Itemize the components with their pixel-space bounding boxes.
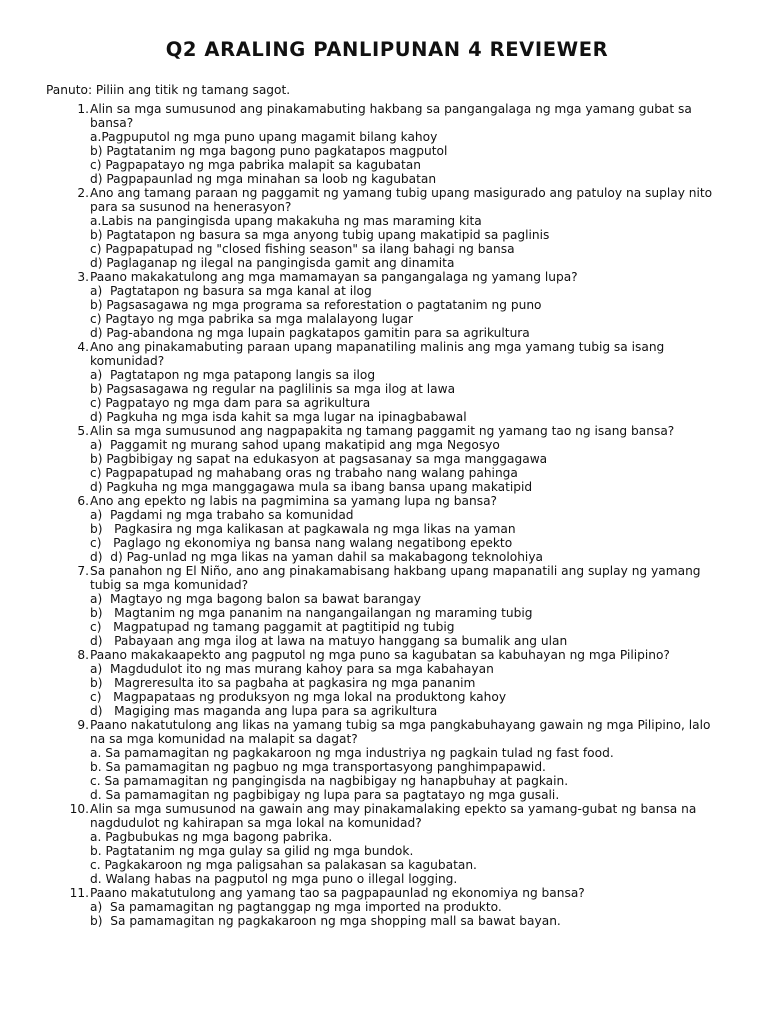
answer-choice: b) Pagsasagawa ng mga programa sa reforestation o pagtatanim ng puno: [90, 298, 542, 312]
answer-choice: a. Sa pamamagitan ng pagkakaroon ng mga industriya ng pagkain tulad ng fast food.: [90, 746, 614, 760]
question-body: [90, 802, 728, 886]
question-item: [46, 424, 728, 494]
answer-choice: d) Pagpapaunlad ng mga minahan sa loob ng kagubatan: [90, 172, 437, 186]
instructions-text: Panuto: Piliin ang titik ng tamang sagot.: [46, 83, 291, 97]
question-item: [46, 186, 728, 270]
question-item: [46, 102, 728, 186]
question-text: Alin sa mga sumusunod na gawain ang may pinakamalaking epekto sa yamang-gubat ng bansa na nagdudulot ng kahirapan sa mga lokal na komunidad?: [90, 802, 697, 830]
question-text: Ano ang pinakamabuting paraan upang mapanatiling malinis ang mga yamang tubig sa isang komunidad?: [90, 340, 665, 368]
answer-choice: c) Pagpapatayo ng mga pabrika malapit sa kagubatan: [90, 158, 421, 172]
answer-choice: b) Sa pamamagitan ng pagkakaroon ng mga shopping mall sa bawat bayan.: [90, 914, 561, 928]
answer-choice: b) Magtanim ng mga pananim na nangangailangan ng maraming tubig: [90, 606, 533, 620]
choice-list: [90, 830, 728, 886]
question-body: [90, 424, 728, 494]
choice-list: [90, 662, 728, 718]
question-text: Paano makatutulong ang yamang tao sa pagpapaunlad ng ekonomiya ng bansa?: [90, 886, 585, 900]
choice-list: [90, 284, 728, 340]
answer-choice: a. Pagbubukas ng mga bagong pabrika.: [90, 830, 333, 844]
question-item: [46, 270, 728, 340]
answer-choice: b) Magreresulta ito sa pagbaha at pagkasira ng mga pananim: [90, 676, 476, 690]
question-number: 9.: [77, 718, 89, 732]
choice-list: [90, 130, 728, 186]
answer-choice: d) Magiging mas maganda ang lupa para sa agrikultura: [90, 704, 438, 718]
question-number: 8.: [77, 648, 89, 662]
answer-choice: a) Paggamit ng murang sahod upang makatipid ang mga Negosyo: [90, 438, 500, 452]
answer-choice: d) Pagkuha ng mga manggagawa mula sa ibang bansa upang makatipid: [90, 480, 533, 494]
answer-choice: c) Magpapataas ng produksyon ng mga lokal na produktong kahoy: [90, 690, 507, 704]
question-text: Sa panahon ng El Niño, ano ang pinakamabisang hakbang upang mapanatili ang suplay ng yamang tubig sa mga komunidad?: [90, 564, 701, 592]
question-item: [46, 340, 728, 424]
question-number: 1.: [77, 102, 89, 116]
answer-choice: d) Pabayaan ang mga ilog at lawa na matuyo hanggang sa bumalik ang ulan: [90, 634, 568, 648]
answer-choice: b. Pagtatanim ng mga gulay sa gilid ng mga bundok.: [90, 844, 414, 858]
answer-choice: b) Pagtatapon ng basura sa mga anyong tubig upang makatipid sa paglinis: [90, 228, 550, 242]
answer-choice: a.Labis na pangingisda upang makakuha ng mas maraming kita: [90, 214, 482, 228]
answer-choice: c) Magpatupad ng tamang paggamit at pagtitipid ng tubig: [90, 620, 455, 634]
answer-choice: c) Pagpatayo ng mga dam para sa agrikultura: [90, 396, 371, 410]
answer-choice: a.Pagpuputol ng mga puno upang magamit bilang kahoy: [90, 130, 438, 144]
answer-choice: d. Walang habas na pagputol ng mga puno o illegal logging.: [90, 872, 458, 886]
answer-choice: a) Magdudulot ito ng mas murang kahoy para sa mga kabahayan: [90, 662, 494, 676]
answer-choice: a) Sa pamamagitan ng pagtanggap ng mga imported na produkto.: [90, 900, 502, 914]
question-number: 4.: [77, 340, 89, 354]
question-item: [46, 802, 728, 886]
answer-choice: a) Pagdami ng mga trabaho sa komunidad: [90, 508, 354, 522]
answer-choice: b. Sa pamamagitan ng pagbuo ng mga transportasyong panghimpapawid.: [90, 760, 546, 774]
question-text: Paano nakatutulong ang likas na yamang tubig sa mga pangkabuhayang gawain ng mga Pilipino, lalo na sa mga komunidad na malapit sa dagat?: [90, 718, 711, 746]
question-body: [90, 340, 728, 424]
answer-choice: c) Pagpapatupad ng mahabang oras ng trabaho nang walang pahinga: [90, 466, 518, 480]
question-number: 7.: [77, 564, 89, 578]
answer-choice: c. Sa pamamagitan ng pangingisda na nagbibigay ng hanapbuhay at pagkain.: [90, 774, 569, 788]
answer-choice: b) Pagtatanim ng mga bagong puno pagkatapos magputol: [90, 144, 448, 158]
question-list: [46, 102, 728, 928]
answer-choice: c) Pagtayo ng mga pabrika sa mga malalayong lugar: [90, 312, 413, 326]
question-body: [90, 886, 728, 928]
choice-list: [90, 900, 728, 928]
question-text: Paano makakaapekto ang pagputol ng mga puno sa kagubatan sa kabuhayan ng mga Pilipino?: [90, 648, 670, 662]
question-text: Ano ang tamang paraan ng paggamit ng yamang tubig upang masigurado ang patuloy na suplay nito para sa susunod na henerasyon?: [90, 186, 713, 214]
answer-choice: b) Pagbibigay ng sapat na edukasyon at pagsasanay sa mga manggagawa: [90, 452, 548, 466]
question-item: [46, 718, 728, 802]
question-item: [46, 494, 728, 564]
question-body: [90, 564, 728, 648]
answer-choice: b) Pagsasagawa ng regular na paglilinis sa mga ilog at lawa: [90, 382, 456, 396]
question-body: [90, 102, 728, 186]
answer-choice: c) Paglago ng ekonomiya ng bansa nang walang negatibong epekto: [90, 536, 513, 550]
page-title: Q2 ARALING PANLIPUNAN 4 REVIEWER: [165, 38, 609, 61]
answer-choice: d) Paglaganap ng ilegal na pangingisda gamit ang dinamita: [90, 256, 455, 270]
question-text: Alin sa mga sumusunod ang nagpapakita ng tamang paggamit ng yamang tao ng isang bansa?: [90, 424, 675, 438]
answer-choice: a) Pagtatapon ng mga patapong langis sa ilog: [90, 368, 376, 382]
answer-choice: a) Pagtatapon ng basura sa mga kanal at ilog: [90, 284, 372, 298]
question-text: Ano ang epekto ng labis na pagmimina sa yamang lupa ng bansa?: [90, 494, 498, 508]
choice-list: [90, 508, 728, 564]
question-body: [90, 648, 728, 718]
question-body: [90, 494, 728, 564]
choice-list: [90, 746, 728, 802]
question-number: 11.: [69, 886, 89, 900]
choice-list: [90, 368, 728, 424]
question-number: 2.: [77, 186, 89, 200]
question-number: 3.: [77, 270, 89, 284]
question-number: 5.: [77, 424, 89, 438]
question-body: [90, 186, 728, 270]
question-item: [46, 564, 728, 648]
answer-choice: d) Pag-abandona ng mga lupain pagkatapos gamitin para sa agrikultura: [90, 326, 530, 340]
question-number: 6.: [77, 494, 89, 508]
answer-choice: d) d) Pag-unlad ng mga likas na yaman dahil sa makabagong teknolohiya: [90, 550, 544, 564]
answer-choice: b) Pagkasira ng mga kalikasan at pagkawala ng mga likas na yaman: [90, 522, 516, 536]
question-text: Alin sa mga sumusunod ang pinakamabuting hakbang sa pangangalaga ng mga yamang gubat sa bansa?: [90, 102, 692, 130]
answer-choice: c) Pagpapatupad ng "closed fishing season" sa ilang bahagi ng bansa: [90, 242, 515, 256]
question-body: [90, 270, 728, 340]
question-item: [46, 886, 728, 928]
choice-list: [90, 214, 728, 270]
choice-list: [90, 592, 728, 648]
question-body: [90, 718, 728, 802]
answer-choice: d) Pagkuha ng mga isda kahit sa mga lugar na ipinagbabawal: [90, 410, 467, 424]
choice-list: [90, 438, 728, 494]
question-text: Paano makakatulong ang mga mamamayan sa pangangalaga ng yamang lupa?: [90, 270, 578, 284]
answer-choice: d. Sa pamamagitan ng pagbibigay ng lupa para sa pagtatayo ng mga gusali.: [90, 788, 560, 802]
question-item: [46, 648, 728, 718]
answer-choice: a) Magtayo ng mga bagong balon sa bawat barangay: [90, 592, 421, 606]
answer-choice: c. Pagkakaroon ng mga paligsahan sa palakasan sa kagubatan.: [90, 858, 477, 872]
question-number: 10.: [69, 802, 89, 816]
